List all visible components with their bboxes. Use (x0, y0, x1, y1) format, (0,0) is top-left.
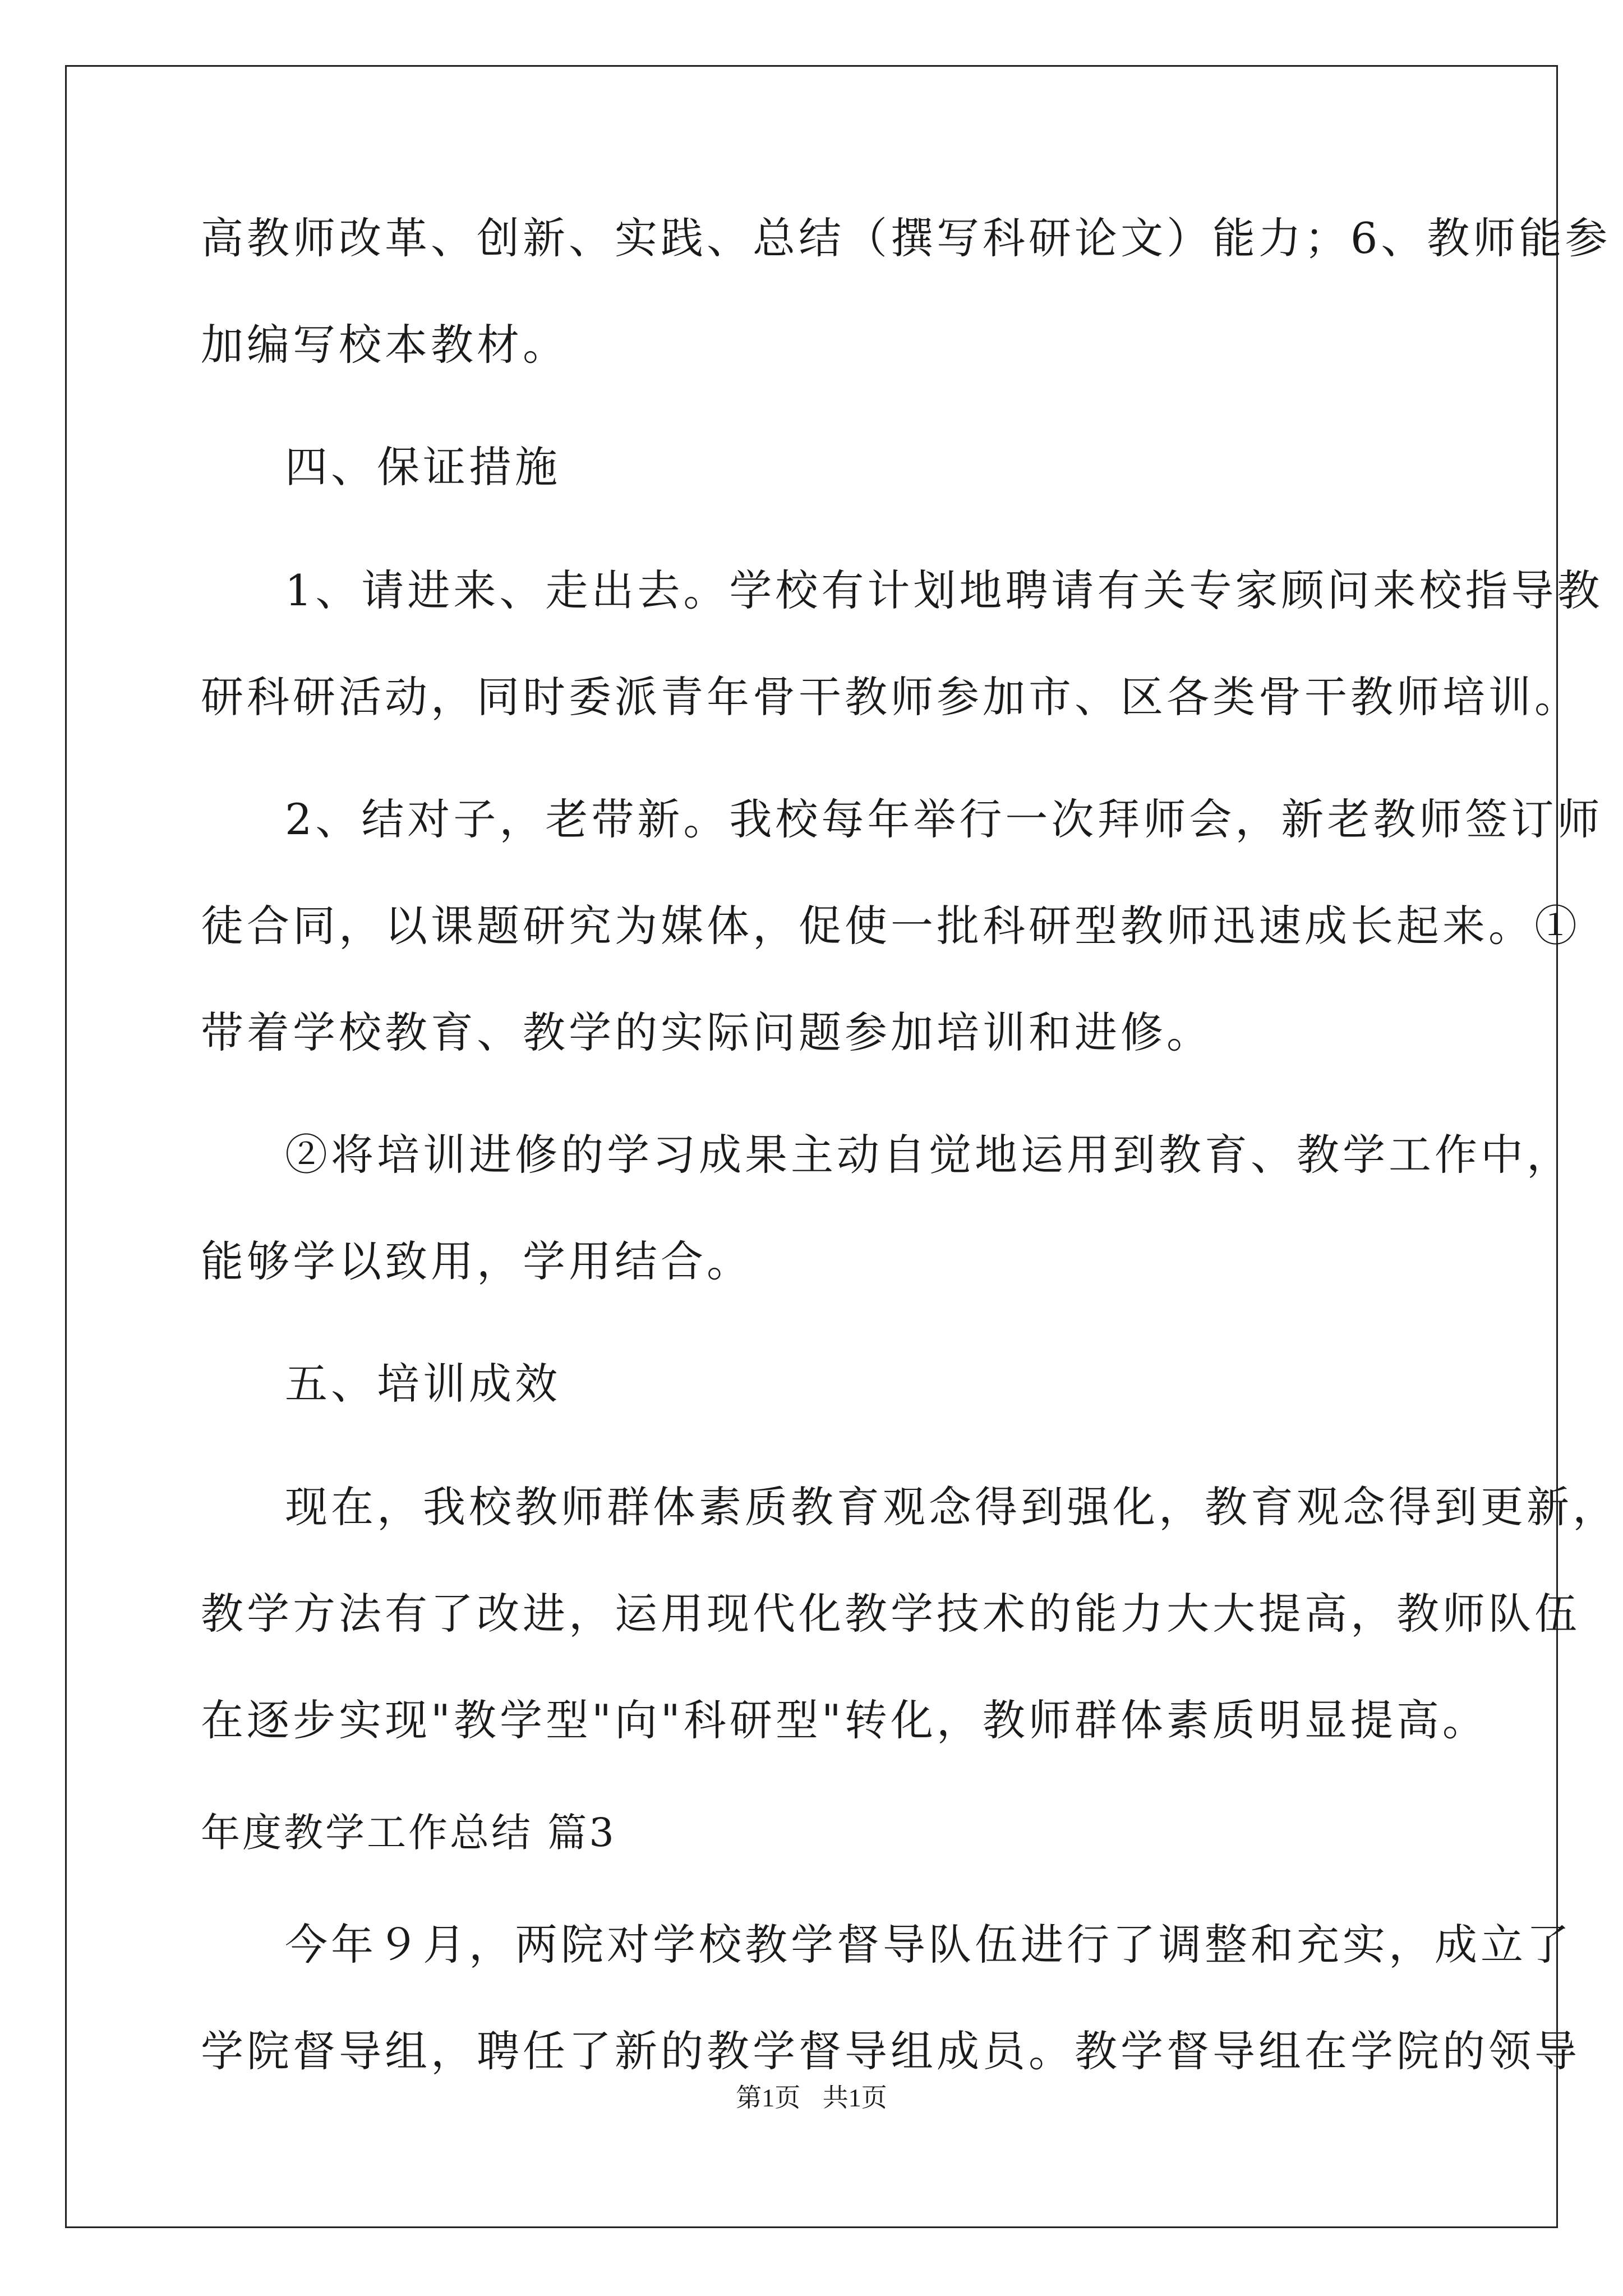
page-number: 第1页 (736, 2083, 801, 2112)
paragraph-line: 学院督导组，聘任了新的教学督导组成员。教学督导组在学院的领导 (201, 2026, 1580, 2076)
paragraph-line: 现在，我校教师群体素质教育观念得到强化，教育观念得到更新， (285, 1482, 1619, 1532)
page-total: 共1页 (822, 2083, 887, 2112)
paragraph-line: ②将培训进修的学习成果主动自觉地运用到教育、教学工作中， (285, 1130, 1573, 1180)
paragraph-line: 1、请进来、走出去。学校有计划地聘请有关专家顾问来校指导教 (285, 565, 1603, 615)
paragraph-line: 带着学校教育、教学的实际问题参加培训和进修。 (201, 1007, 1212, 1057)
paragraph-line: 2、结对子，老带新。我校每年举行一次拜师会，新老教师签订师 (285, 794, 1603, 844)
section-heading: 五、培训成效 (285, 1359, 561, 1409)
paragraph-line: 高教师改革、创新、实践、总结（撰写科研论文）能力；6、教师能参 (201, 213, 1611, 263)
page-footer (0, 2081, 1623, 2115)
paragraph-line: 徒合同，以课题研究为媒体，促使一批科研型教师迅速成长起来。① (201, 901, 1580, 951)
paragraph-line: 加编写校本教材。 (201, 320, 569, 370)
paragraph-line: 研科研活动，同时委派青年骨干教师参加市、区各类骨干教师培训。 (201, 672, 1580, 722)
paragraph-line: 能够学以致用，学用结合。 (201, 1236, 753, 1286)
section-heading: 四、保证措施 (285, 442, 561, 492)
article-title: 年度教学工作总结 篇3 (201, 1810, 616, 1856)
paragraph-line: 在逐步实现"教学型"向"科研型"转化，教师群体素质明显提高。 (201, 1695, 1488, 1745)
paragraph-line: 教学方法有了改进，运用现代化教学技术的能力大大提高，教师队伍 (201, 1589, 1580, 1639)
paragraph-line: 今年９月，两院对学校教学督导队伍进行了调整和充实，成立了 (285, 1920, 1573, 1970)
